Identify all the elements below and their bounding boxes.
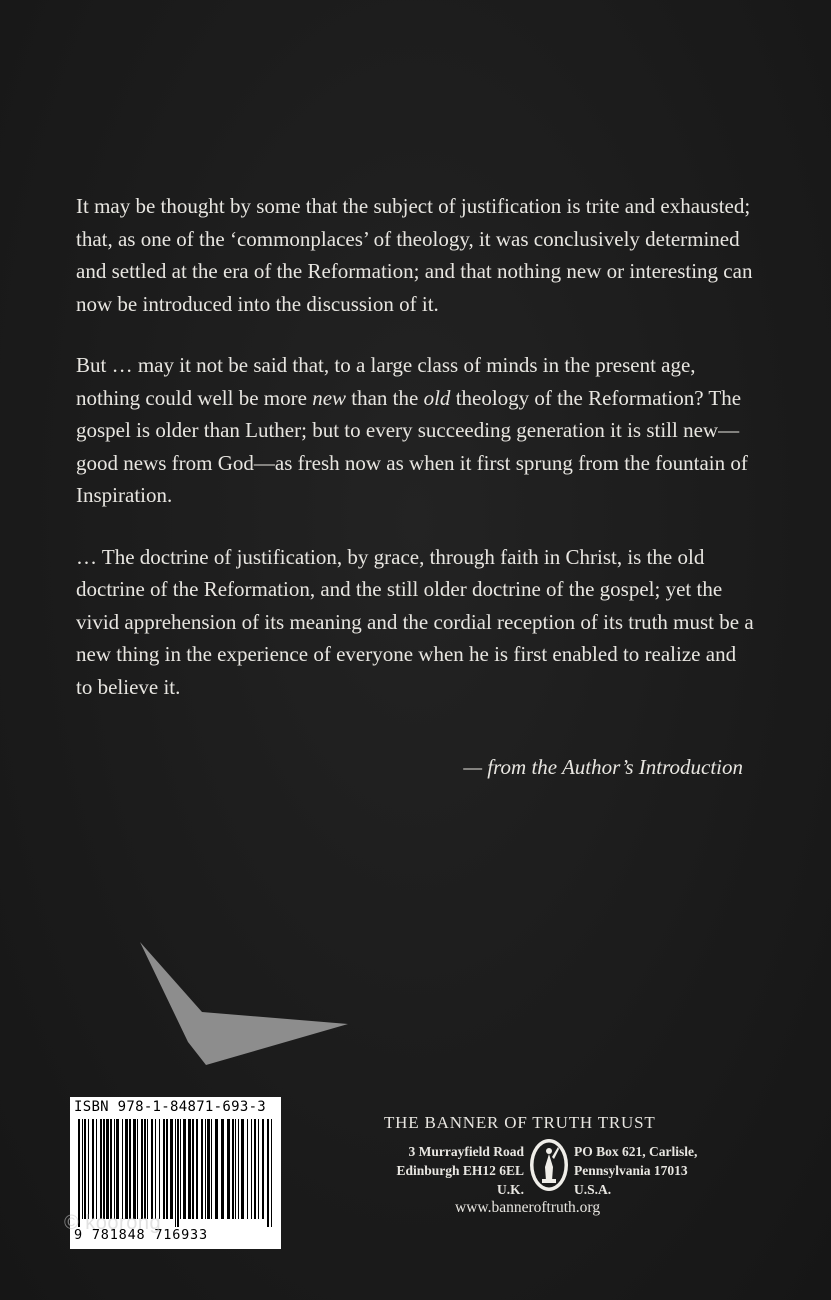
blurb-paragraph-2: But … may it not be said that, to a large class of minds in the present age, nothing could well be more new than the old theology of the Reformation? The gospel is older than Luther; but to every succeeding generation it is still new—good news from God—as fresh now as when it first sprung from the fountain of Inspiration. bbox=[76, 353, 748, 507]
barcode-bars bbox=[76, 1119, 276, 1227]
emphasis-new: new bbox=[312, 385, 347, 410]
blurb-paragraph-1: It may be thought by some that the subject of justification is trite and exhausted; that, as one of the ‘commonplaces’ of theology, it was conclusively determined and settled at the era of the Reformation; and that nothing new or interesting can now be introduced into the discussion of it. bbox=[76, 194, 753, 316]
chevron-logo-mark bbox=[140, 942, 355, 1067]
blurb-paragraph-3: … The doctrine of justification, by grace, through faith in Christ, is the old doctrine of the Reformation, and the still older doctrine of the gospel; yet the vivid apprehension of its meaning and the cordial reception of its truth must be a new thing in the experience of everyone when he is first enabled to realize and to believe it. bbox=[76, 544, 754, 699]
emphasis-old: old bbox=[423, 385, 451, 410]
publisher-name: THE BANNER OF TRUTH TRUST bbox=[384, 1113, 656, 1132]
banner-of-truth-logo-icon bbox=[528, 1137, 570, 1193]
isbn-number: ISBN 978-1-84871-693-3 bbox=[74, 1099, 267, 1115]
uk-address: 3 Murrayfield Road Edinburgh EH12 6EL U.K. bbox=[396, 1144, 524, 1197]
barcode-digits: 9 781848 716933 bbox=[74, 1227, 208, 1243]
back-cover-blurb bbox=[76, 190, 756, 732]
quote-attribution: — from the Author’s Introduction bbox=[463, 755, 743, 779]
us-address: PO Box 621, Carlisle, Pennsylvania 17013 U.S.A. bbox=[574, 1144, 698, 1197]
publisher-website: www.banneroftruth.org bbox=[455, 1199, 601, 1216]
watermark: © koorong bbox=[64, 1212, 162, 1234]
